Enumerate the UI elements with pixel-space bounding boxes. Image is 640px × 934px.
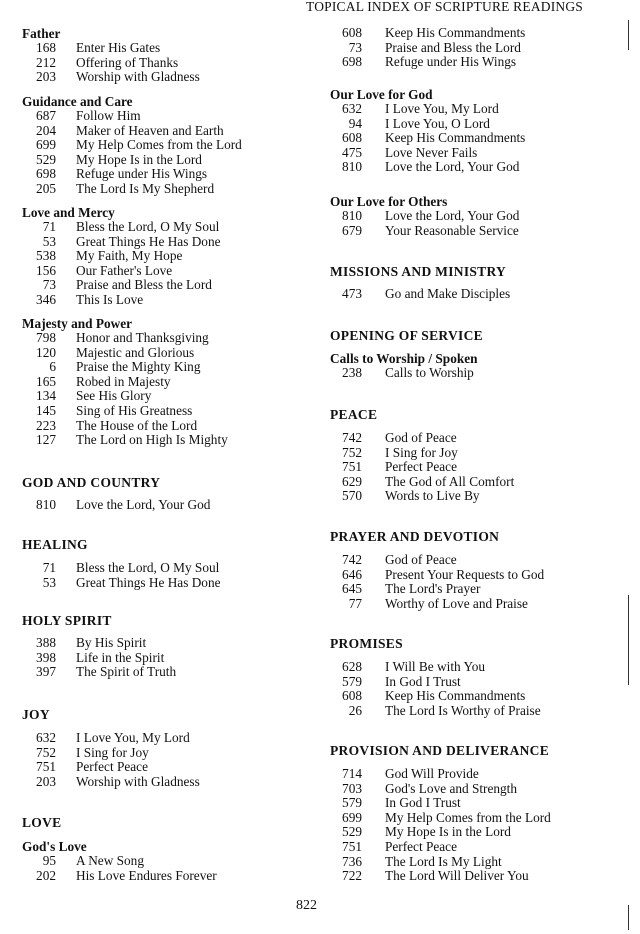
reading-number: 134 bbox=[36, 388, 56, 404]
index-entry bbox=[22, 331, 312, 346]
reading-title: Present Your Requests to God bbox=[385, 566, 545, 582]
reading-number: 608 bbox=[342, 688, 362, 704]
reading-title: In God I Trust bbox=[385, 795, 461, 811]
reading-title: Praise the Mighty King bbox=[76, 359, 201, 375]
reading-title: Keep His Commandments bbox=[385, 688, 526, 704]
reading-number: 722 bbox=[342, 868, 362, 884]
reading-number: 204 bbox=[36, 122, 56, 138]
section-our-love-for-god bbox=[330, 87, 630, 175]
reading-number: 53 bbox=[42, 233, 56, 249]
reading-number: 628 bbox=[342, 659, 362, 674]
reading-title: Worship with Gladness bbox=[76, 69, 200, 85]
reading-title: Praise and Bless the Lord bbox=[385, 39, 521, 55]
section-love bbox=[22, 815, 312, 830]
section-love-and-mercy bbox=[22, 205, 312, 308]
index-entry bbox=[22, 182, 312, 197]
section-opening-of-service bbox=[330, 328, 630, 343]
reading-number: 398 bbox=[36, 649, 56, 665]
index-entry bbox=[22, 293, 312, 308]
reading-number: 223 bbox=[36, 417, 56, 433]
reading-number: 632 bbox=[342, 101, 362, 116]
reading-number: 71 bbox=[42, 560, 56, 575]
reading-number: 203 bbox=[36, 69, 56, 85]
reading-title: The Lord Is Worthy of Praise bbox=[385, 702, 541, 718]
index-entry bbox=[330, 704, 630, 719]
reading-number: 646 bbox=[342, 566, 362, 582]
reading-number: 703 bbox=[342, 780, 362, 796]
index-entry bbox=[22, 665, 312, 680]
index-entry bbox=[22, 124, 312, 139]
reading-title: Perfect Peace bbox=[76, 759, 148, 775]
subsection-heading: Our Love for God bbox=[330, 87, 433, 102]
reading-number: 687 bbox=[36, 108, 56, 123]
reading-title: My Faith, My Hope bbox=[76, 248, 183, 264]
reading-title: Great Things He Has Done bbox=[76, 574, 221, 590]
reading-number: 475 bbox=[342, 144, 362, 160]
index-entry bbox=[330, 460, 630, 475]
index-entry bbox=[330, 146, 630, 161]
index-entry bbox=[22, 375, 312, 390]
reading-title: Great Things He Has Done bbox=[76, 233, 221, 249]
reading-number: 752 bbox=[342, 444, 362, 460]
index-entry bbox=[22, 167, 312, 182]
reading-number: 810 bbox=[342, 208, 362, 223]
index-entry bbox=[22, 220, 312, 235]
reading-number: 742 bbox=[342, 552, 362, 567]
index-entry bbox=[22, 278, 312, 293]
index-entry bbox=[330, 41, 630, 56]
reading-number: 742 bbox=[342, 430, 362, 445]
reading-title: God's Love and Strength bbox=[385, 780, 518, 796]
index-entry bbox=[330, 597, 630, 612]
index-entry bbox=[330, 489, 630, 504]
reading-number: 73 bbox=[348, 39, 362, 55]
reading-number: 205 bbox=[36, 180, 56, 196]
index-entry bbox=[22, 56, 312, 71]
section-guidance-and-care bbox=[22, 94, 312, 197]
reading-title: Refuge under His Wings bbox=[76, 166, 208, 182]
section-majesty-and-power bbox=[22, 316, 312, 448]
reading-number: 165 bbox=[36, 373, 56, 389]
section-calls-to-worship-spoken bbox=[330, 351, 630, 381]
index-entry bbox=[22, 419, 312, 434]
index-entry bbox=[330, 689, 630, 704]
reading-title: Go and Make Disciples bbox=[385, 286, 511, 301]
reading-title: I Love You, My Lord bbox=[385, 101, 499, 116]
reading-number: 203 bbox=[36, 773, 56, 789]
reading-title: Our Father's Love bbox=[76, 262, 173, 278]
index-entry bbox=[22, 249, 312, 264]
index-entry bbox=[330, 767, 630, 782]
reading-title: Perfect Peace bbox=[385, 459, 457, 475]
subsection-heading: Calls to Worship / Spoken bbox=[330, 351, 478, 366]
reading-title: Robed in Majesty bbox=[76, 373, 171, 389]
index-entry bbox=[330, 366, 630, 381]
reading-number: 629 bbox=[342, 473, 362, 489]
index-entry bbox=[330, 26, 630, 41]
reading-number: 751 bbox=[342, 838, 362, 854]
index-entry bbox=[22, 346, 312, 361]
index-entry bbox=[330, 855, 630, 870]
reading-number: 529 bbox=[342, 824, 362, 840]
reading-title: The Lord Will Deliver You bbox=[385, 868, 529, 884]
index-entry bbox=[330, 582, 630, 597]
reading-number: 736 bbox=[342, 853, 362, 869]
index-entry bbox=[22, 41, 312, 56]
reading-title: Follow Him bbox=[76, 108, 141, 123]
reading-number: 698 bbox=[36, 166, 56, 182]
reading-title: Keep His Commandments bbox=[385, 25, 526, 40]
page-edge-line bbox=[628, 595, 629, 685]
reading-title: Your Reasonable Service bbox=[385, 222, 519, 238]
reading-title: My Hope Is in the Lord bbox=[76, 151, 202, 167]
subsection-heading: Love and Mercy bbox=[22, 205, 115, 220]
index-entry bbox=[330, 825, 630, 840]
index-entry bbox=[330, 553, 630, 568]
index-entry bbox=[330, 224, 630, 239]
reading-title: Love the Lord, Your God bbox=[385, 159, 520, 175]
section-heading: PROVISION AND DELIVERANCE bbox=[330, 743, 550, 758]
reading-title: Calls to Worship bbox=[385, 365, 474, 380]
section-heading: HOLY SPIRIT bbox=[22, 613, 112, 628]
index-entry bbox=[22, 109, 312, 124]
index-entry bbox=[330, 796, 630, 811]
reading-number: 238 bbox=[342, 365, 362, 380]
reading-title: The Spirit of Truth bbox=[76, 664, 177, 680]
reading-number: 570 bbox=[342, 488, 362, 504]
reading-number: 6 bbox=[49, 359, 56, 375]
reading-title: The God of All Comfort bbox=[385, 473, 515, 489]
reading-number: 53 bbox=[42, 574, 56, 590]
section-joy bbox=[22, 707, 312, 789]
section-our-love-for-others bbox=[330, 194, 630, 238]
subsection-heading: Father bbox=[22, 26, 61, 41]
reading-number: 71 bbox=[42, 219, 56, 234]
section-healing bbox=[22, 537, 312, 590]
reading-number: 26 bbox=[348, 702, 362, 718]
index-entry bbox=[330, 55, 630, 70]
reading-number: 698 bbox=[342, 54, 362, 70]
index-entry bbox=[22, 360, 312, 375]
reading-number: 473 bbox=[342, 286, 362, 301]
reading-title: I Will Be with You bbox=[385, 659, 486, 674]
index-entry bbox=[330, 782, 630, 797]
reading-number: 538 bbox=[36, 248, 56, 264]
reading-number: 751 bbox=[342, 459, 362, 475]
reading-title: Sing of His Greatness bbox=[76, 402, 193, 418]
reading-title: Maker of Heaven and Earth bbox=[76, 122, 224, 138]
reading-number: 529 bbox=[36, 151, 56, 167]
section-god-and-country bbox=[22, 475, 312, 513]
index-entry bbox=[22, 498, 312, 513]
reading-number: 145 bbox=[36, 402, 56, 418]
index-entry bbox=[22, 731, 312, 746]
reading-title: The Lord Is My Shepherd bbox=[76, 180, 215, 196]
section-father bbox=[22, 26, 312, 85]
reading-number: 579 bbox=[342, 795, 362, 811]
reading-number: 699 bbox=[36, 137, 56, 153]
reading-title: Bless the Lord, O My Soul bbox=[76, 219, 220, 234]
reading-number: 810 bbox=[36, 497, 56, 512]
reading-title: Worthy of Love and Praise bbox=[385, 595, 528, 611]
index-entry bbox=[22, 153, 312, 168]
reading-number: 810 bbox=[342, 159, 362, 175]
reading-title: My Help Comes from the Lord bbox=[76, 137, 242, 153]
reading-number: 397 bbox=[36, 664, 56, 680]
reading-title: Love the Lord, Your God bbox=[385, 208, 520, 223]
reading-title: By His Spirit bbox=[76, 635, 147, 650]
index-entry bbox=[22, 138, 312, 153]
reading-title: The Lord Is My Light bbox=[385, 853, 502, 869]
reading-title: A New Song bbox=[76, 853, 144, 868]
reading-title: My Hope Is in the Lord bbox=[385, 824, 511, 840]
reading-title: Offering of Thanks bbox=[76, 54, 179, 70]
reading-title: I Love You, O Lord bbox=[385, 115, 490, 131]
section-heading: GOD AND COUNTRY bbox=[22, 475, 161, 490]
reading-number: 751 bbox=[36, 759, 56, 775]
index-entry bbox=[22, 746, 312, 761]
section-continued bbox=[330, 26, 630, 70]
index-entry bbox=[22, 433, 312, 448]
section-heading: LOVE bbox=[22, 815, 62, 830]
index-entry bbox=[330, 869, 630, 884]
reading-title: Worship with Gladness bbox=[76, 773, 200, 789]
reading-number: 168 bbox=[36, 40, 56, 55]
subsection-heading: Our Love for Others bbox=[330, 194, 448, 209]
section-heading: MISSIONS AND MINISTRY bbox=[330, 264, 507, 279]
reading-number: 579 bbox=[342, 673, 362, 689]
index-entry bbox=[330, 811, 630, 826]
index-entry bbox=[330, 131, 630, 146]
reading-number: 608 bbox=[342, 25, 362, 40]
running-header: TOPICAL INDEX OF SCRIPTURE READINGS bbox=[306, 0, 584, 14]
reading-number: 212 bbox=[36, 54, 56, 70]
section-heading: PRAYER AND DEVOTION bbox=[330, 529, 500, 544]
reading-number: 679 bbox=[342, 222, 362, 238]
reading-title: The Lord's Prayer bbox=[385, 581, 481, 597]
subsection-heading: Majesty and Power bbox=[22, 316, 133, 331]
reading-number: 120 bbox=[36, 344, 56, 360]
section-peace bbox=[330, 407, 630, 504]
reading-title: Perfect Peace bbox=[385, 838, 457, 854]
reading-title: God of Peace bbox=[385, 430, 457, 445]
index-entry bbox=[22, 854, 312, 869]
reading-number: 632 bbox=[36, 730, 56, 745]
reading-number: 699 bbox=[342, 809, 362, 825]
index-entry bbox=[22, 636, 312, 651]
section-heading: HEALING bbox=[22, 537, 88, 552]
page-number: 822 bbox=[296, 898, 317, 913]
index-entry bbox=[22, 235, 312, 250]
reading-number: 608 bbox=[342, 130, 362, 146]
index-entry bbox=[330, 475, 630, 490]
section-heading: PROMISES bbox=[330, 636, 403, 651]
index-entry bbox=[330, 160, 630, 175]
reading-title: The House of the Lord bbox=[76, 417, 198, 433]
index-entry bbox=[330, 660, 630, 675]
reading-title: God Will Provide bbox=[385, 766, 479, 781]
reading-title: Love Never Fails bbox=[385, 144, 478, 160]
reading-number: 94 bbox=[348, 115, 362, 131]
index-entry bbox=[330, 675, 630, 690]
reading-number: 77 bbox=[348, 595, 362, 611]
reading-number: 73 bbox=[42, 277, 56, 293]
reading-title: In God I Trust bbox=[385, 673, 461, 689]
index-entry bbox=[22, 576, 312, 591]
reading-title: Praise and Bless the Lord bbox=[76, 277, 212, 293]
reading-title: Refuge under His Wings bbox=[385, 54, 517, 70]
section-provision-and-deliverance bbox=[330, 743, 630, 884]
reading-title: His Love Endures Forever bbox=[76, 867, 217, 883]
index-entry bbox=[330, 287, 630, 302]
index-entry bbox=[22, 651, 312, 666]
index-entry bbox=[22, 389, 312, 404]
reading-title: Bless the Lord, O My Soul bbox=[76, 560, 220, 575]
section-promises bbox=[330, 636, 630, 718]
reading-title: Honor and Thanksgiving bbox=[76, 330, 209, 345]
reading-title: I Sing for Joy bbox=[385, 444, 458, 460]
index-entry bbox=[330, 840, 630, 855]
page-edge-line bbox=[628, 20, 629, 50]
section-heading: PEACE bbox=[330, 407, 378, 422]
index-entry bbox=[22, 404, 312, 419]
reading-number: 95 bbox=[42, 853, 56, 868]
reading-title: This Is Love bbox=[76, 291, 144, 307]
index-entry bbox=[22, 869, 312, 884]
subsection-heading: Guidance and Care bbox=[22, 94, 133, 109]
index-entry bbox=[22, 760, 312, 775]
index-entry bbox=[330, 568, 630, 583]
index-entry bbox=[22, 561, 312, 576]
reading-title: Enter His Gates bbox=[76, 40, 161, 55]
index-entry bbox=[330, 446, 630, 461]
section-missions-and-ministry bbox=[330, 264, 630, 302]
reading-number: 388 bbox=[36, 635, 56, 650]
reading-number: 156 bbox=[36, 262, 56, 278]
reading-number: 752 bbox=[36, 744, 56, 760]
reading-title: I Sing for Joy bbox=[76, 744, 149, 760]
reading-number: 798 bbox=[36, 330, 56, 345]
reading-title: Majestic and Glorious bbox=[76, 344, 195, 360]
reading-number: 127 bbox=[36, 432, 56, 448]
reading-number: 346 bbox=[36, 291, 56, 307]
reading-title: My Help Comes from the Lord bbox=[385, 809, 551, 825]
reading-title: I Love You, My Lord bbox=[76, 730, 190, 745]
section-heading: OPENING OF SERVICE bbox=[330, 328, 483, 343]
page-edge-line bbox=[628, 905, 629, 930]
reading-title: Love the Lord, Your God bbox=[76, 497, 211, 512]
reading-title: Life in the Spirit bbox=[76, 649, 165, 665]
section-heading: JOY bbox=[22, 707, 50, 722]
index-entry bbox=[22, 264, 312, 279]
reading-number: 645 bbox=[342, 581, 362, 597]
section-prayer-and-devotion bbox=[330, 529, 630, 611]
reading-number: 202 bbox=[36, 867, 56, 883]
index-entry bbox=[330, 431, 630, 446]
index-entry bbox=[330, 209, 630, 224]
section-god-s-love bbox=[22, 839, 312, 883]
section-holy-spirit bbox=[22, 613, 312, 680]
reading-title: Keep His Commandments bbox=[385, 130, 526, 146]
subsection-heading: God's Love bbox=[22, 839, 87, 854]
index-entry bbox=[22, 775, 312, 790]
index-entry bbox=[330, 117, 630, 132]
reading-number: 714 bbox=[342, 766, 362, 781]
index-entry bbox=[330, 102, 630, 117]
index-entry bbox=[22, 70, 312, 85]
reading-title: God of Peace bbox=[385, 552, 457, 567]
reading-title: The Lord on High Is Mighty bbox=[76, 432, 228, 448]
reading-title: Words to Live By bbox=[385, 488, 480, 504]
reading-title: See His Glory bbox=[76, 388, 152, 404]
